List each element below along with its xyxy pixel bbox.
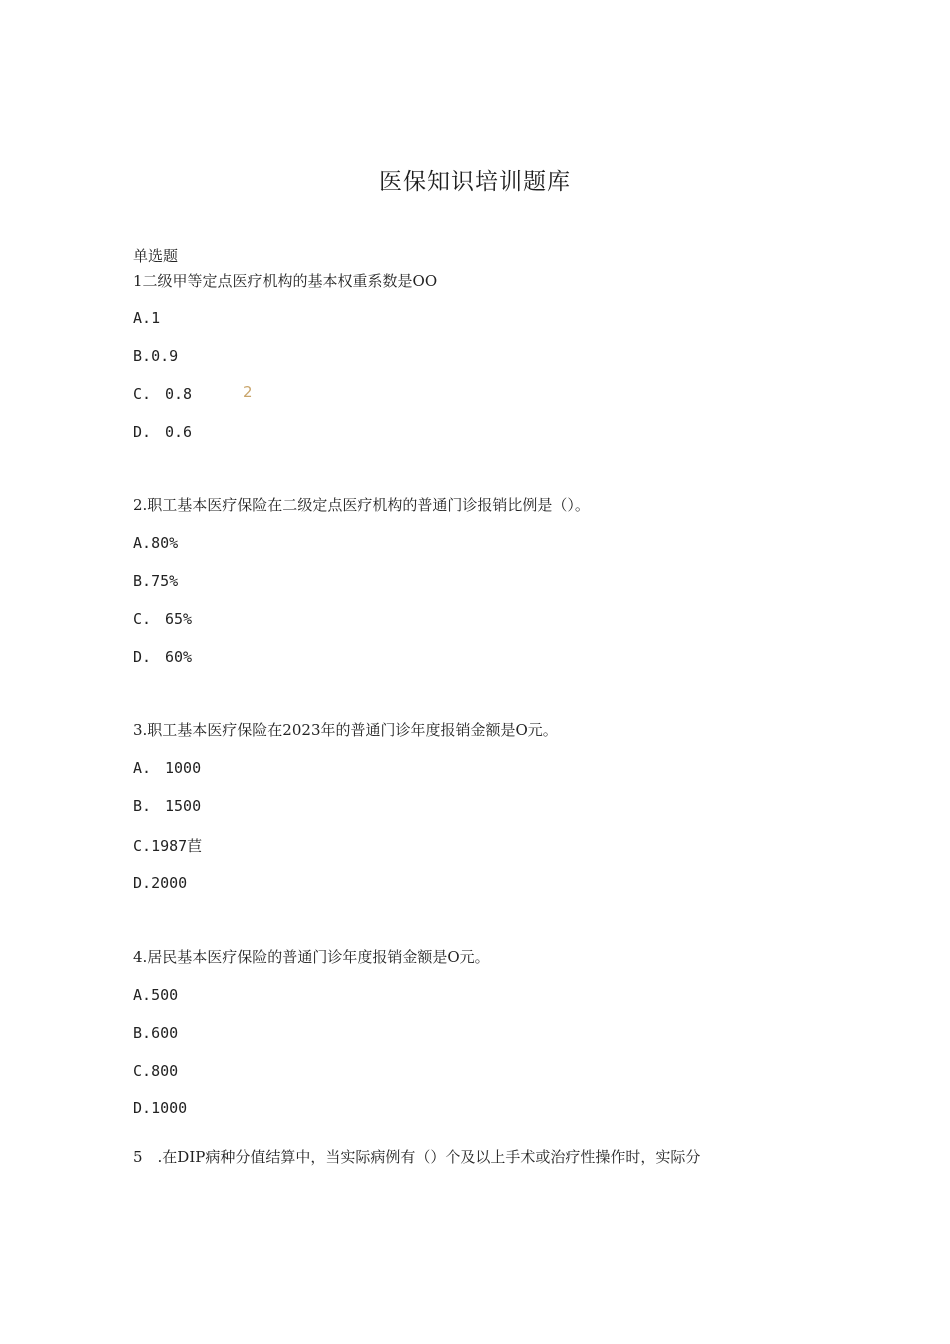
option-letter: B.: [133, 572, 152, 590]
option-text: 1987苣: [151, 837, 203, 855]
option-letter: C.: [133, 837, 152, 855]
question-1-option-d: [133, 423, 192, 441]
option-letter: B.: [133, 347, 152, 365]
question-1-option-b: [133, 347, 178, 365]
option-letter: D.: [133, 648, 152, 666]
question-4-option-b: [133, 1024, 178, 1042]
question-2-option-b: [133, 572, 178, 590]
option-text: 1500: [165, 797, 202, 815]
option-letter: D.: [133, 423, 152, 441]
question-2-option-d: [133, 648, 192, 666]
question-3-option-c: [133, 835, 202, 856]
option-text: 0.6: [165, 423, 193, 441]
question-1-option-c: [133, 385, 192, 403]
question-3-text: 3.职工基本医疗保险在2023年的普通门诊年度报销金额是O元。: [133, 721, 558, 739]
option-text: 2000: [151, 874, 188, 892]
option-letter: C.: [133, 385, 152, 403]
option-text: 1: [151, 309, 161, 327]
option-letter: A.: [133, 309, 152, 327]
question-3-option-d: [133, 874, 187, 892]
option-letter: A.: [133, 986, 152, 1004]
option-text: 1000: [165, 759, 202, 777]
question-3-option-b: [133, 797, 201, 815]
option-text: 80%: [151, 534, 179, 552]
option-letter: A.: [133, 759, 152, 777]
option-text: 60%: [165, 648, 193, 666]
option-text: 75%: [151, 572, 179, 590]
option-text: 500: [151, 986, 179, 1004]
option-letter: C.: [133, 610, 152, 628]
option-text: 65%: [165, 610, 193, 628]
question-2-option-c: [133, 610, 192, 628]
question-1-text: 1二级甲等定点医疗机构的基本权重系数是OO: [133, 272, 438, 290]
question-3-option-a: [133, 759, 201, 777]
option-text: 600: [151, 1024, 179, 1042]
option-letter: D.: [133, 874, 152, 892]
stray-mark: 2: [243, 383, 253, 401]
option-text: 1000: [151, 1099, 188, 1117]
option-letter: D.: [133, 1099, 152, 1117]
document-title: 医保知识培训题库: [379, 169, 571, 195]
question-4-option-a: [133, 986, 178, 1004]
option-text: 800: [151, 1062, 179, 1080]
question-1-option-a: [133, 309, 160, 327]
option-letter: B.: [133, 797, 152, 815]
question-2-text: 2.职工基本医疗保险在二级定点医疗机构的普通门诊报销比例是（）。: [133, 496, 590, 514]
question-4-option-d: [133, 1099, 187, 1117]
question-5-text: 5 .在DIP病种分值结算中，当实际病例有（）个及以上手术或治疗性操作时，实际分: [133, 1148, 701, 1166]
option-letter: B.: [133, 1024, 152, 1042]
section-label: 单选题: [133, 247, 179, 265]
option-text: 0.9: [151, 347, 179, 365]
option-letter: A.: [133, 534, 152, 552]
option-letter: C.: [133, 1062, 152, 1080]
option-text: 0.8: [165, 385, 193, 403]
question-2-option-a: [133, 534, 178, 552]
question-4-option-c: [133, 1062, 178, 1080]
question-4-text: 4.居民基本医疗保险的普通门诊年度报销金额是O元。: [133, 948, 490, 966]
